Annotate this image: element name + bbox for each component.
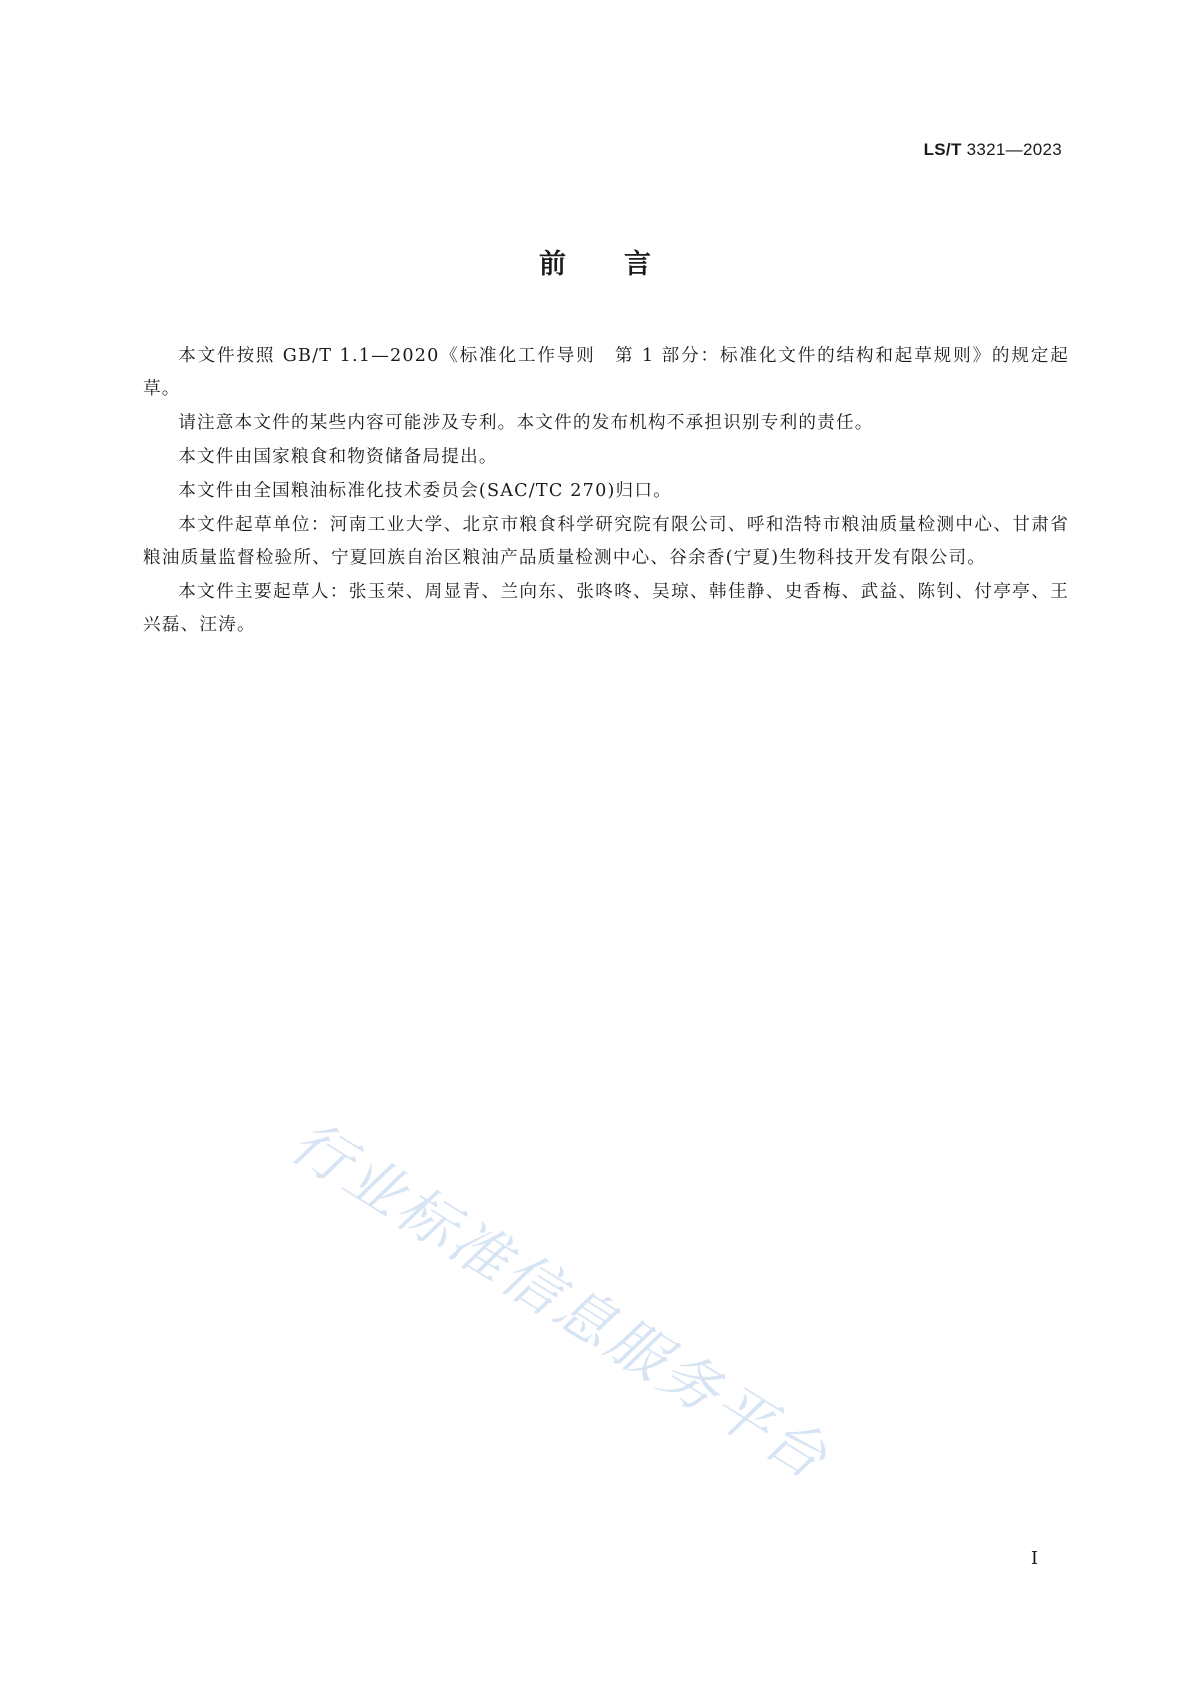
paragraph-drafters: 本文件主要起草人：张玉荣、周显青、兰向东、张咚咚、吴琼、韩佳静、史香梅、武益、陈钊、付亭亭、王兴磊、汪涛。 <box>143 582 1069 635</box>
watermark: 行业标准信息服务平台 <box>279 1107 842 1494</box>
paragraph-proposer: 本文件由国家粮食和物资储备局提出。 <box>178 447 498 467</box>
page-number: I <box>1030 1548 1038 1569</box>
standard-code <box>924 140 1062 160</box>
paragraph-administrator: 本文件由全国粮油标准化技术委员会(SAC/TC 270)归口。 <box>178 481 672 501</box>
foreword-body <box>143 340 1069 643</box>
standard-prefix: LS/T <box>923 140 962 159</box>
page-title: 前言 <box>539 249 709 280</box>
paragraph-patent-notice: 请注意本文件的某些内容可能涉及专利。本文件的发布机构不承担识别专利的责任。 <box>178 413 874 433</box>
paragraph-drafting-units: 本文件起草单位：河南工业大学、北京市粮食科学研究院有限公司、呼和浩特市粮油质量检测中心、甘肃省粮油质量监督检验所、宁夏回族自治区粮油产品质量检测中心、谷余香(宁夏)生物科技开发有限公司。 <box>143 515 1069 568</box>
standard-number: 3321—2023 <box>966 140 1062 159</box>
paragraph-drafting-rules: 本文件按照 GB/T 1.1—2020《标准化工作导则 第 1 部分：标准化文件的结构和起草规则》的规定起草。 <box>143 346 1069 399</box>
